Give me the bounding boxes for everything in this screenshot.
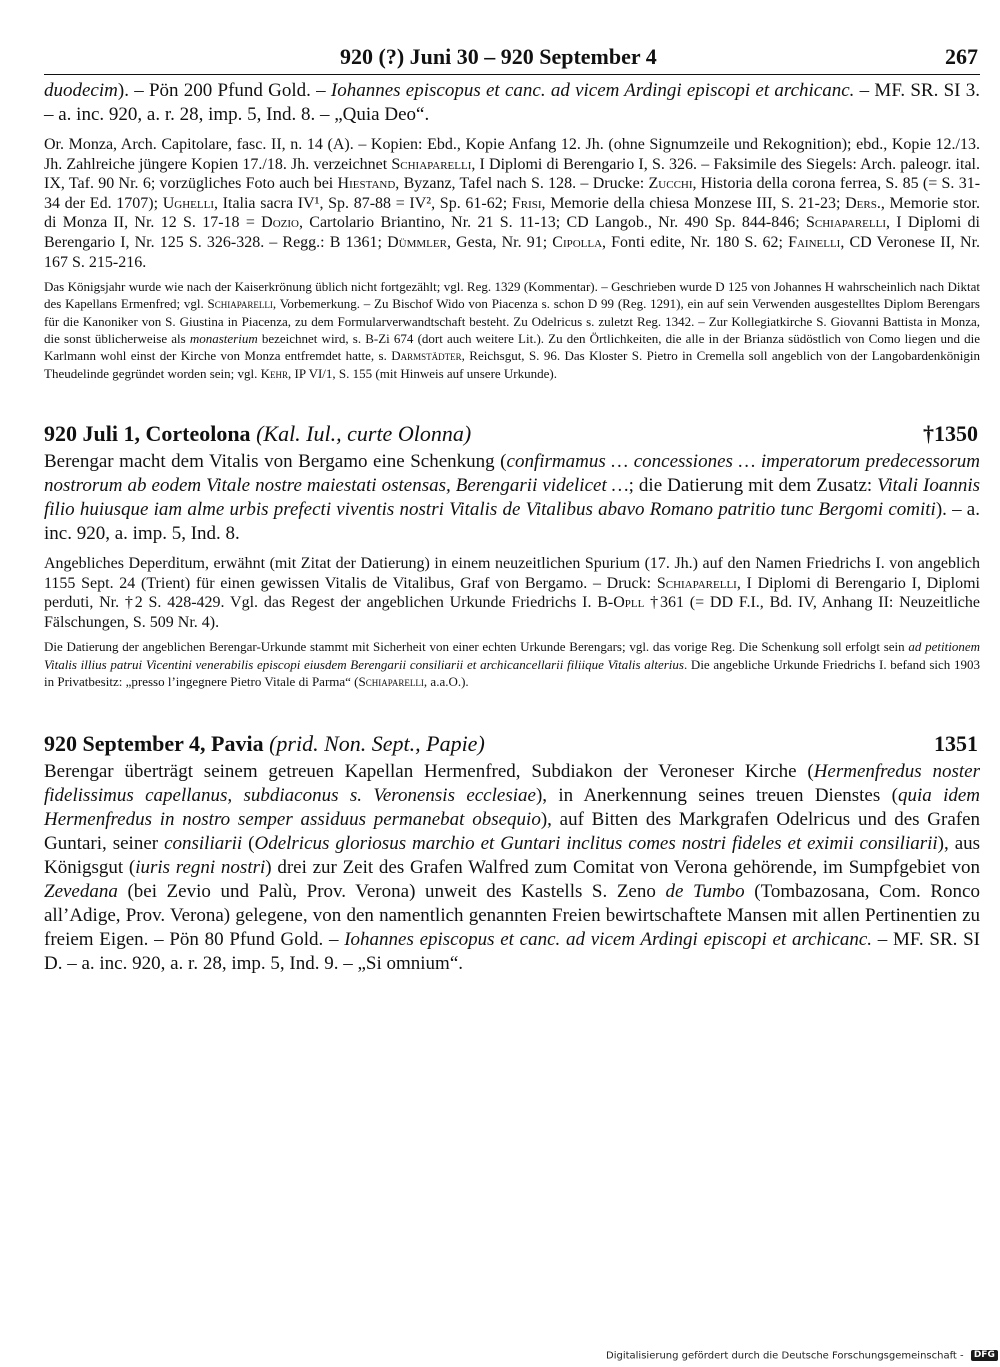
prev-entry-commentary: Das Königsjahr wurde wie nach der Kaiserkrönung üblich nicht fortgezählt; vgl. Reg. 1329 (Kommentar). – Geschrieben wurde D 125 von Johannes H wahrscheinlich nach Diktat des Kapellans Ermenfred; vgl. Schiaparelli, Vorbemerkung. – Zu Bischof Wido von Piacenza s. schon D 99 (Reg. 1291), ein auf sein Verwenden ausgestelltes Diplom Berengars für die Kanoniker von S. Giustina in Piacenza, zu dem Formularverwandtschaft besteht. Zu Odelricus s. zuletzt Reg. 1342. – Zur Kollegiatkirche S. Giovanni Battista in Monza, die sonst üblicherweise als monasterium bezeichnet wird, s. B-Zi 674 (dort auch weitere Lit.). Zu den Örtlichkeiten, die alle in der Brianza südöstlich von Como liegen und die Karlmann wohl einst der Kirche von Monza entfremdet hatte, s. Darmstädter, Reichsgut, S. 96. Das Kloster S. Pietro in Cremella soll angeblich von der Langobardenkönigin Theudelinde gegründet worden sein; vgl. Kehr, IP VI/1, S. 155 (mit Hinweis auf unsere Urkunde). [44, 279, 980, 381]
prev-entry-tradition: Or. Monza, Arch. Capitolare, fasc. II, n. 14 (A). – Kopien: Ebd., Kopie Anfang 12. Jh. (ohne Signumzeile und Rekognition); ebd., Kopie 12./13. Jh. Zahlreiche jüngere Kopien 17./18. Jh. verzeichnet Schiaparelli, I Diplomi di Berengario I, S. 326. – Faksimile des Siegels: Arch. paleogr. ital. IX, Taf. 90 Nr. 6; vorzügliches Foto auch bei Hiestand, Byzanz, Tafel nach S. 128. – Drucke: Zucchi, Historia della corona ferrea, S. 85 (= S. 31-34 der Ed. 1707); Ughelli, Italia sacra IV¹, Sp. 87-88 = IV², Sp. 61-62; Frisi, Memorie della chiesa Monzese III, S. 21-23; Ders., Memorie stor. di Monza II, Nr. 12 S. 17-18 = Dozio, Cartolario Briantino, Nr. 21 S. 11-13; CD Langob., Nr. 490 Sp. 844-846; Schiaparelli, I Diplomi di Berengario I, Nr. 125 S. 326-328. – Regg.: B 1361; Dümmler, Gesta, Nr. 91; Cipolla, Fonti edite, Nr. 180 S. 62; Fainelli, CD Veronese II, Nr. 167 S. 215-216. [44, 136, 981, 271]
entry-1350-latin-date: (Kal. Iul., curte Olonna) [256, 420, 472, 446]
entry-1350-tradition: Angebliches Deperditum, erwähnt (mit Zitat der Datierung) in einem neuzeitlichen Spurium (17. Jh.) auf den Namen Friedrichs I. von angeblich 1155 Sept. 24 (Trient) für einen gewissen Vitalis de Vitalibus, Graf von Bergamo. – Druck: Schiaparelli, I Diplomi di Berengario I, Diplomi perduti, Nr. †2 S. 428-429. Vgl. das Regest der angeblichen Urkunde Friedrichs I. B-Opll †361 (= DD F.I., Bd. IV, Anhang II: Neuzeitliche Fälschungen, S. 509 Nr. 4). [44, 554, 980, 631]
dfg-logo: DFG [971, 1350, 998, 1361]
page-number: 267 [945, 44, 978, 69]
entry-1350-heading [44, 420, 980, 448]
entry-1351-number: 1351 [934, 731, 978, 757]
running-head [44, 40, 980, 75]
page [44, 40, 980, 976]
digitization-footer [606, 1350, 998, 1363]
running-head-title: 920 (?) Juni 30 – 920 September 4 [340, 44, 657, 69]
prev-entry-main-text: duodecim). – Pön 200 Pfund Gold. – Iohannes episcopus et canc. ad vicem Ardingi episcopi et archicanc. – MF. SR. SI 3. – a. inc. 920, a. r. 28, imp. 5, Ind. 8. – „Quia Deo“. [44, 80, 980, 125]
entry-1351-heading [44, 730, 980, 758]
entry-1351-regest: Berengar überträgt seinem getreuen Kapellan Hermenfred, Subdiakon der Veroneser Kirche (Hermenfredus noster fidelissimus capellanus, subdiaconus s. Veronensis ecclesiae), in Anerkennung seines treuen Dienstes (quia idem Hermenfredus in nostro semper assiduus permanebat obsequio), auf Bitten des Markgrafen Odelricus und des Grafen Guntari, seiner consiliarii (Odelricus gloriosus marchio et Guntari inclitus comes nostri fideles et eximii consiliarii), aus Königsgut (iuris regni nostri) drei zur Zeit des Grafen Walfred zum Comitat von Verona gehörende, im Sumpfgebiet von Zevedana (bei Zevio und Palù, Prov. Verona) unweit des Kastells S. Zeno de Tumbo (Tombazosana, Com. Ronco all’Adige, Prov. Verona) gelegene, von den namentlich genannten Freien bewirtschaftete Mansen mit allen Pertinentien zu freiem Eigen. – Pön 80 Pfund Gold. – Iohannes episcopus et canc. ad vicem Ardingi episcopi et archicanc. – MF. SR. SI D. – a. inc. 920, a. r. 28, imp. 5, Ind. 9. – „Si omnium“. [44, 761, 981, 975]
entry-1350-date-place: 920 Juli 1, Corteolona [44, 420, 251, 446]
entry-1350-commentary: Die Datierung der angeblichen Berengar-Urkunde stammt mit Sicherheit von einer echten Urkunde Berengars; vgl. das vorige Reg. Die Schenkung soll erfolgt sein ad petitionem Vitalis illius patrui Vicentini venerabilis episcopi eiusdem Berengarii consiliarii et archicancellarii filiique Vitalis alterius. Die angebliche Urkunde Friedrichs I. befand sich 1903 in Privatbesitz: „presso l’ingegnere Pietro Vitale di Parma“ (Schiaparelli, a.a.O.). [44, 639, 980, 689]
footer-text: Digitalisierung gefördert durch die Deutsche Forschungsgemeinschaft - [606, 1350, 964, 1362]
entry-1350-number: †1350 [923, 420, 978, 446]
entry-1350-regest: Berengar macht dem Vitalis von Bergamo eine Schenkung (confirmamus … concessiones … imperatorum predecessorum nostrorum ab eodem Vitale nostre maiestati ostensas, Berengarii videlicet …; die Datierung mit dem Zusatz: Vitali Ioannis filio huiusque iam alme urbis prefecti viventis nostri Vitalis de Vitalibus abavo Romano patritio tunc Bergomi comiti). – a. inc. 920, a. imp. 5, Ind. 8. [44, 450, 980, 544]
entry-1351-date-place: 920 September 4, Pavia [44, 731, 264, 757]
entry-1351-latin-date: (prid. Non. Sept., Papie) [269, 731, 485, 757]
